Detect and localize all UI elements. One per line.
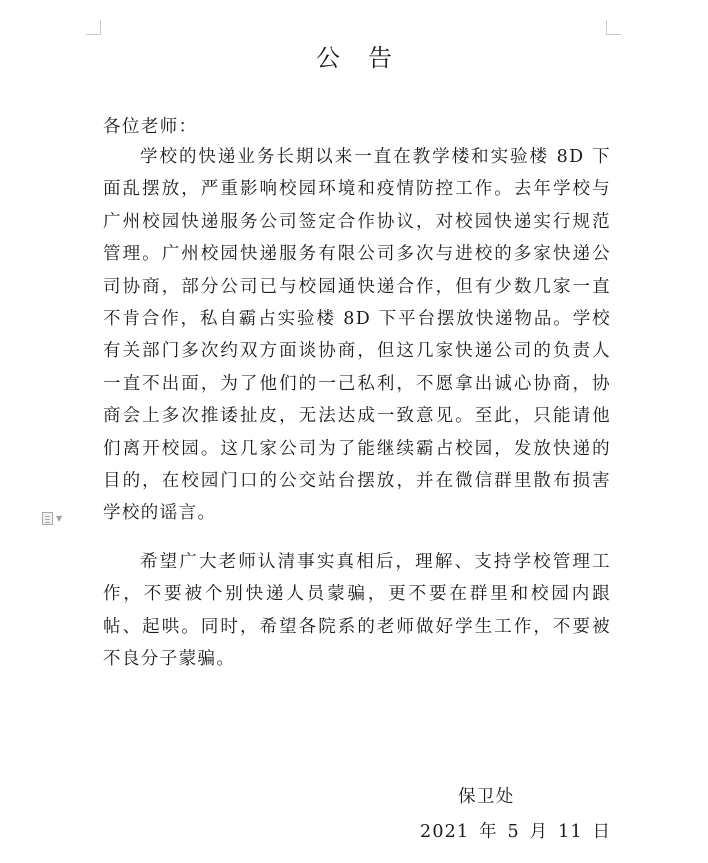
paragraph-options-button[interactable] [42, 512, 62, 525]
signer: 保卫处 [458, 787, 515, 807]
paragraph-1: 学校的快递业务长期以来一直在教学楼和实验楼 8D 下面乱摆放，严重影响校园环境和疫情防控工作。去年学校与广州校园快递服务公司签定合作协议，对校园快递实行规范管理。广州校园快递服务有限公司多次与进校的多家快递公司协商，部分公司已与校园通快递合作，但有少数几家一直不肯合作，私自霸占实验楼 8D 下平台摆放快递物品。学校有关部门多次约双方面谈协商，但这几家快递公司的负责人一直不出面，为了他们的一己私利，不愿拿出诚心协商，协商会上多次推诿扯皮，无法达成一致意见。至此，只能请他们离开校园。这几家公司为了能继续霸占校园，发放快递的目的，在校园门口的公交站台摆放，并在微信群里散布损害学校的谣言。 [103, 147, 611, 524]
paragraph-2: 希望广大老师认清事实真相后，理解、支持学校管理工作，不要被个别快递人员蒙骗，更不要在群里和校园内跟帖、起哄。同时，希望各院系的老师做好学生工作，不要被不良分子蒙骗。 [103, 552, 611, 670]
crop-mark-top-left [86, 20, 101, 35]
document-icon [42, 512, 53, 525]
notice-title: 公告 [316, 44, 420, 72]
chevron-down-icon: ▼ [56, 514, 63, 523]
salutation: 各位老师： [103, 117, 198, 137]
crop-mark-top-right [606, 20, 621, 35]
date: 2021 年 5 月 11 日 [420, 822, 612, 842]
